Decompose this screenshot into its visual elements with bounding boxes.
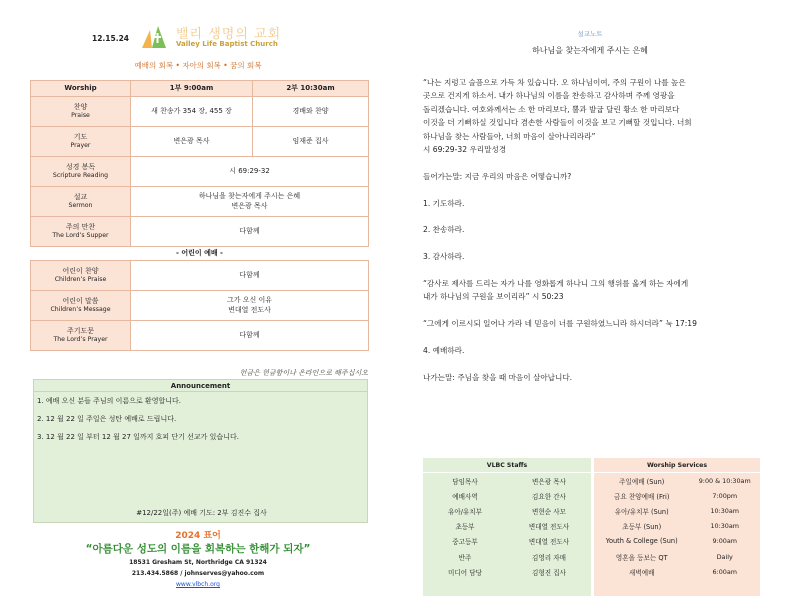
sermon-title: 하나님을 찾는자에게 주시는 은혜 — [198, 192, 301, 201]
staff-person: 변대열 전도사 — [528, 523, 570, 532]
church-phone-email: 213.434.5868 / johnserves@yahoo.com — [131, 570, 265, 577]
sermon-point: 1. 기도하라. — [423, 198, 465, 208]
second-service-value: 임재준 집사 — [253, 127, 369, 157]
second-service-value: 경배와 찬양 — [253, 97, 369, 127]
table-row — [31, 261, 369, 291]
item-en: The Lord’s Supper — [52, 232, 109, 240]
kids-message-title: 그가 오신 이유 — [226, 296, 273, 305]
service-time-row — [594, 549, 760, 564]
merged-value: 다함께 — [131, 217, 369, 247]
item-en: Scripture Reading — [52, 172, 109, 180]
item-kr: 찬양 — [73, 102, 88, 111]
staff-role: 유아/유치부 — [447, 507, 483, 516]
announcement-item: 2. 12 월 22 일 주일은 성탄 예배로 드립니다. — [37, 415, 177, 423]
yearly-motto-theme: “아름다운 성도의 이름을 회복하는 한해가 되자” — [85, 543, 311, 555]
announcement-box — [33, 379, 368, 523]
col-first-service: 1부 9:00am — [131, 81, 253, 97]
sermon-intro: 들어가는말: 지금 우리의 마음은 어떻습니까? — [423, 171, 572, 181]
table-row — [31, 157, 369, 187]
table-header-row — [31, 81, 369, 97]
staff-role: 중고등부 — [452, 538, 478, 547]
scripture-line: 이것을 더 기뻐하실 것입니다 겸손한 사람들이 이것을 보고 기뻐할 것입니다. 너희 — [423, 118, 692, 128]
church-address: 18531 Gresham St, Northridge CA 91324 — [129, 559, 267, 566]
scripture-line: “나는 지렁고 슬픔으로 가득 차 있습니다. 오 하나님이여, 주의 구원이 나를 높은 — [423, 78, 686, 87]
service-name: 새벽예배 — [628, 568, 655, 577]
table-row — [31, 97, 369, 127]
worship-order-table — [30, 80, 369, 351]
sermon-notes-title: 하나님을 찾는자에게 주시는 은혜 — [532, 46, 648, 55]
table-row — [31, 187, 369, 217]
merged-value: 시 69:29-32 — [131, 157, 369, 187]
service-name: 초등부 (Sun) — [622, 523, 662, 532]
item-en: Sermon — [68, 202, 93, 210]
service-time-row — [594, 534, 760, 549]
item-en: Prayer — [70, 142, 91, 150]
bulletin-sermon-notes — [420, 18, 770, 602]
merged-value: 다함께 — [131, 261, 369, 291]
staff-row — [423, 519, 591, 534]
service-time: 9:00am — [712, 537, 737, 546]
quote-line: “그에게 이르시되 일어나 가라 네 믿음이 너를 구원하였느니라 하시더라” 눅 17:19 — [423, 319, 697, 329]
bulletin-date: 12.15.24 — [92, 34, 130, 43]
yearly-motto-title: 2024 표어 — [175, 531, 221, 541]
merged-value: 다함께 — [131, 321, 369, 351]
table-row — [31, 291, 369, 321]
item-kr: 설교 — [73, 192, 88, 201]
service-name: 금요 찬양예배 (Fri) — [614, 492, 670, 501]
service-time: 6:00am — [712, 567, 737, 576]
service-name: 유아/유치부 (Sun) — [614, 507, 669, 516]
sermon-point: 4. 예배하라. — [423, 346, 465, 356]
item-kr: 기도 — [73, 132, 88, 141]
staff-person: 변대열 전도사 — [528, 538, 570, 547]
item-en: Children’s Praise — [54, 276, 107, 284]
service-time: 10:30am — [710, 506, 739, 515]
sermon-closing: 나가는말: 주님을 찾을 때 마음이 살아납니다. — [423, 372, 573, 382]
staff-box — [423, 458, 591, 596]
staff-person: 변은광 목사 — [532, 477, 566, 486]
item-kr: 어린이 말씀 — [62, 296, 99, 305]
announcement-item: 1. 예배 오신 분들 주님의 이름으로 환영합니다. — [37, 397, 181, 405]
sermon-notes-body — [423, 76, 768, 384]
next-prayer-note: #12/22일(주) 예배 기도: 2부 김진수 집사 — [136, 509, 267, 517]
announcement-item: 3. 12 월 22 일 부터 12 월 27 일까지 호피 단기 선교가 있습니다. — [37, 433, 239, 441]
church-logo-icon — [140, 24, 168, 50]
service-name: 주일예배 (Sun) — [619, 477, 665, 486]
staff-role: 초등부 — [455, 523, 475, 532]
kids-preacher: 변대열 전도사 — [228, 305, 271, 314]
staff-role: 예배사역 — [452, 492, 478, 501]
col-second-service: 2부 10:30am — [253, 81, 369, 97]
preacher: 변은광 목사 — [231, 201, 268, 210]
item-kr: 어린이 찬양 — [62, 266, 99, 275]
item-en: The Lord’s Prayer — [53, 336, 108, 344]
col-worship: Worship — [31, 81, 131, 97]
scripture-line: 곳으로 건지게 하소서. 내가 하나님의 이름을 찬송하고 감사하며 주께 영광을 — [423, 91, 675, 101]
sermon-point: 2. 찬송하라. — [423, 225, 465, 235]
table-row — [31, 127, 369, 157]
table-row — [31, 321, 369, 351]
church-name-english: Valley Life Baptist Church — [176, 40, 278, 48]
scripture-line: 하나님을 찾는 사람들아, 너희 마음이 살아나리라라” — [423, 131, 596, 141]
scripture-reference: 시 69:29-32 우리말성경 — [423, 145, 507, 155]
service-time: 9:00 & 10:30am — [698, 476, 751, 485]
staff-role: 미디어 담당 — [448, 568, 482, 577]
staff-row — [423, 503, 591, 518]
service-time: 7:00pm — [712, 491, 738, 500]
table-row — [31, 217, 369, 247]
service-name: 영혼을 등보는 QT — [615, 553, 668, 562]
sermon-notes-label: 설교노트 — [577, 30, 603, 38]
service-time-row — [594, 519, 760, 534]
staff-person: 변현순 사모 — [532, 507, 566, 516]
service-time: 10:30am — [710, 522, 739, 531]
quote-line: “감사로 제사를 드리는 자가 나를 영화롭게 하나니 그의 행위를 옳게 하는 자에게 — [423, 279, 689, 289]
bulletin-front — [28, 18, 368, 602]
staff-row — [423, 488, 591, 503]
item-en: Children’s Message — [50, 306, 111, 314]
staff-person: 김형진 집사 — [532, 568, 566, 577]
quote-line: 내가 하나님의 구원을 보이리라” 시 50:23 — [423, 292, 564, 302]
first-service-value: 새 찬송가 354 장, 455 장 — [131, 97, 253, 127]
offering-note: 헌금은 헌금함이나 온라인으로 해주십시오 — [239, 369, 368, 377]
staff-person: 김요한 간사 — [532, 492, 566, 501]
staff-row — [423, 549, 591, 564]
item-kr: 주의 만찬 — [65, 222, 96, 231]
service-name: Youth & College (Sun) — [605, 537, 678, 546]
staff-role: 담임목사 — [452, 477, 478, 486]
staff-row — [423, 564, 591, 579]
worship-services-title: Worship Services — [594, 458, 760, 473]
service-time-row — [594, 488, 760, 503]
item-kr: 성경 봉독 — [65, 162, 96, 171]
staff-title: VLBC Staffs — [423, 458, 591, 473]
kids-section-row — [31, 247, 369, 261]
service-time-row — [594, 503, 760, 518]
church-name-korean: 밸리 생명의 교회 — [176, 27, 282, 42]
church-website-link[interactable]: www.vlbch.org — [176, 581, 220, 588]
item-kr: 주기도문 — [66, 326, 95, 335]
scripture-line: 돌리겠습니다. 여호와께서는 소 한 마리보다, 뿔과 발굽 달린 황소 한 마리보다 — [423, 104, 680, 114]
service-time-row — [594, 473, 760, 488]
staff-row — [423, 473, 591, 488]
sermon-point: 3. 감사하라. — [423, 252, 465, 262]
service-time: Daily — [716, 552, 733, 561]
staff-person: 김영리 자매 — [532, 553, 566, 562]
kids-worship-title: - 어린이 예배 - — [31, 247, 369, 261]
church-motto: 예배의 회복 • 자아의 회복 • 꿈의 회복 — [134, 61, 262, 70]
worship-services-box — [594, 458, 760, 596]
item-en: Praise — [71, 112, 90, 120]
first-service-value: 변은광 목사 — [131, 127, 253, 157]
announcement-title: Announcement — [34, 380, 367, 392]
service-time-row — [594, 564, 760, 579]
staff-row — [423, 534, 591, 549]
staff-role: 반주 — [458, 553, 472, 562]
